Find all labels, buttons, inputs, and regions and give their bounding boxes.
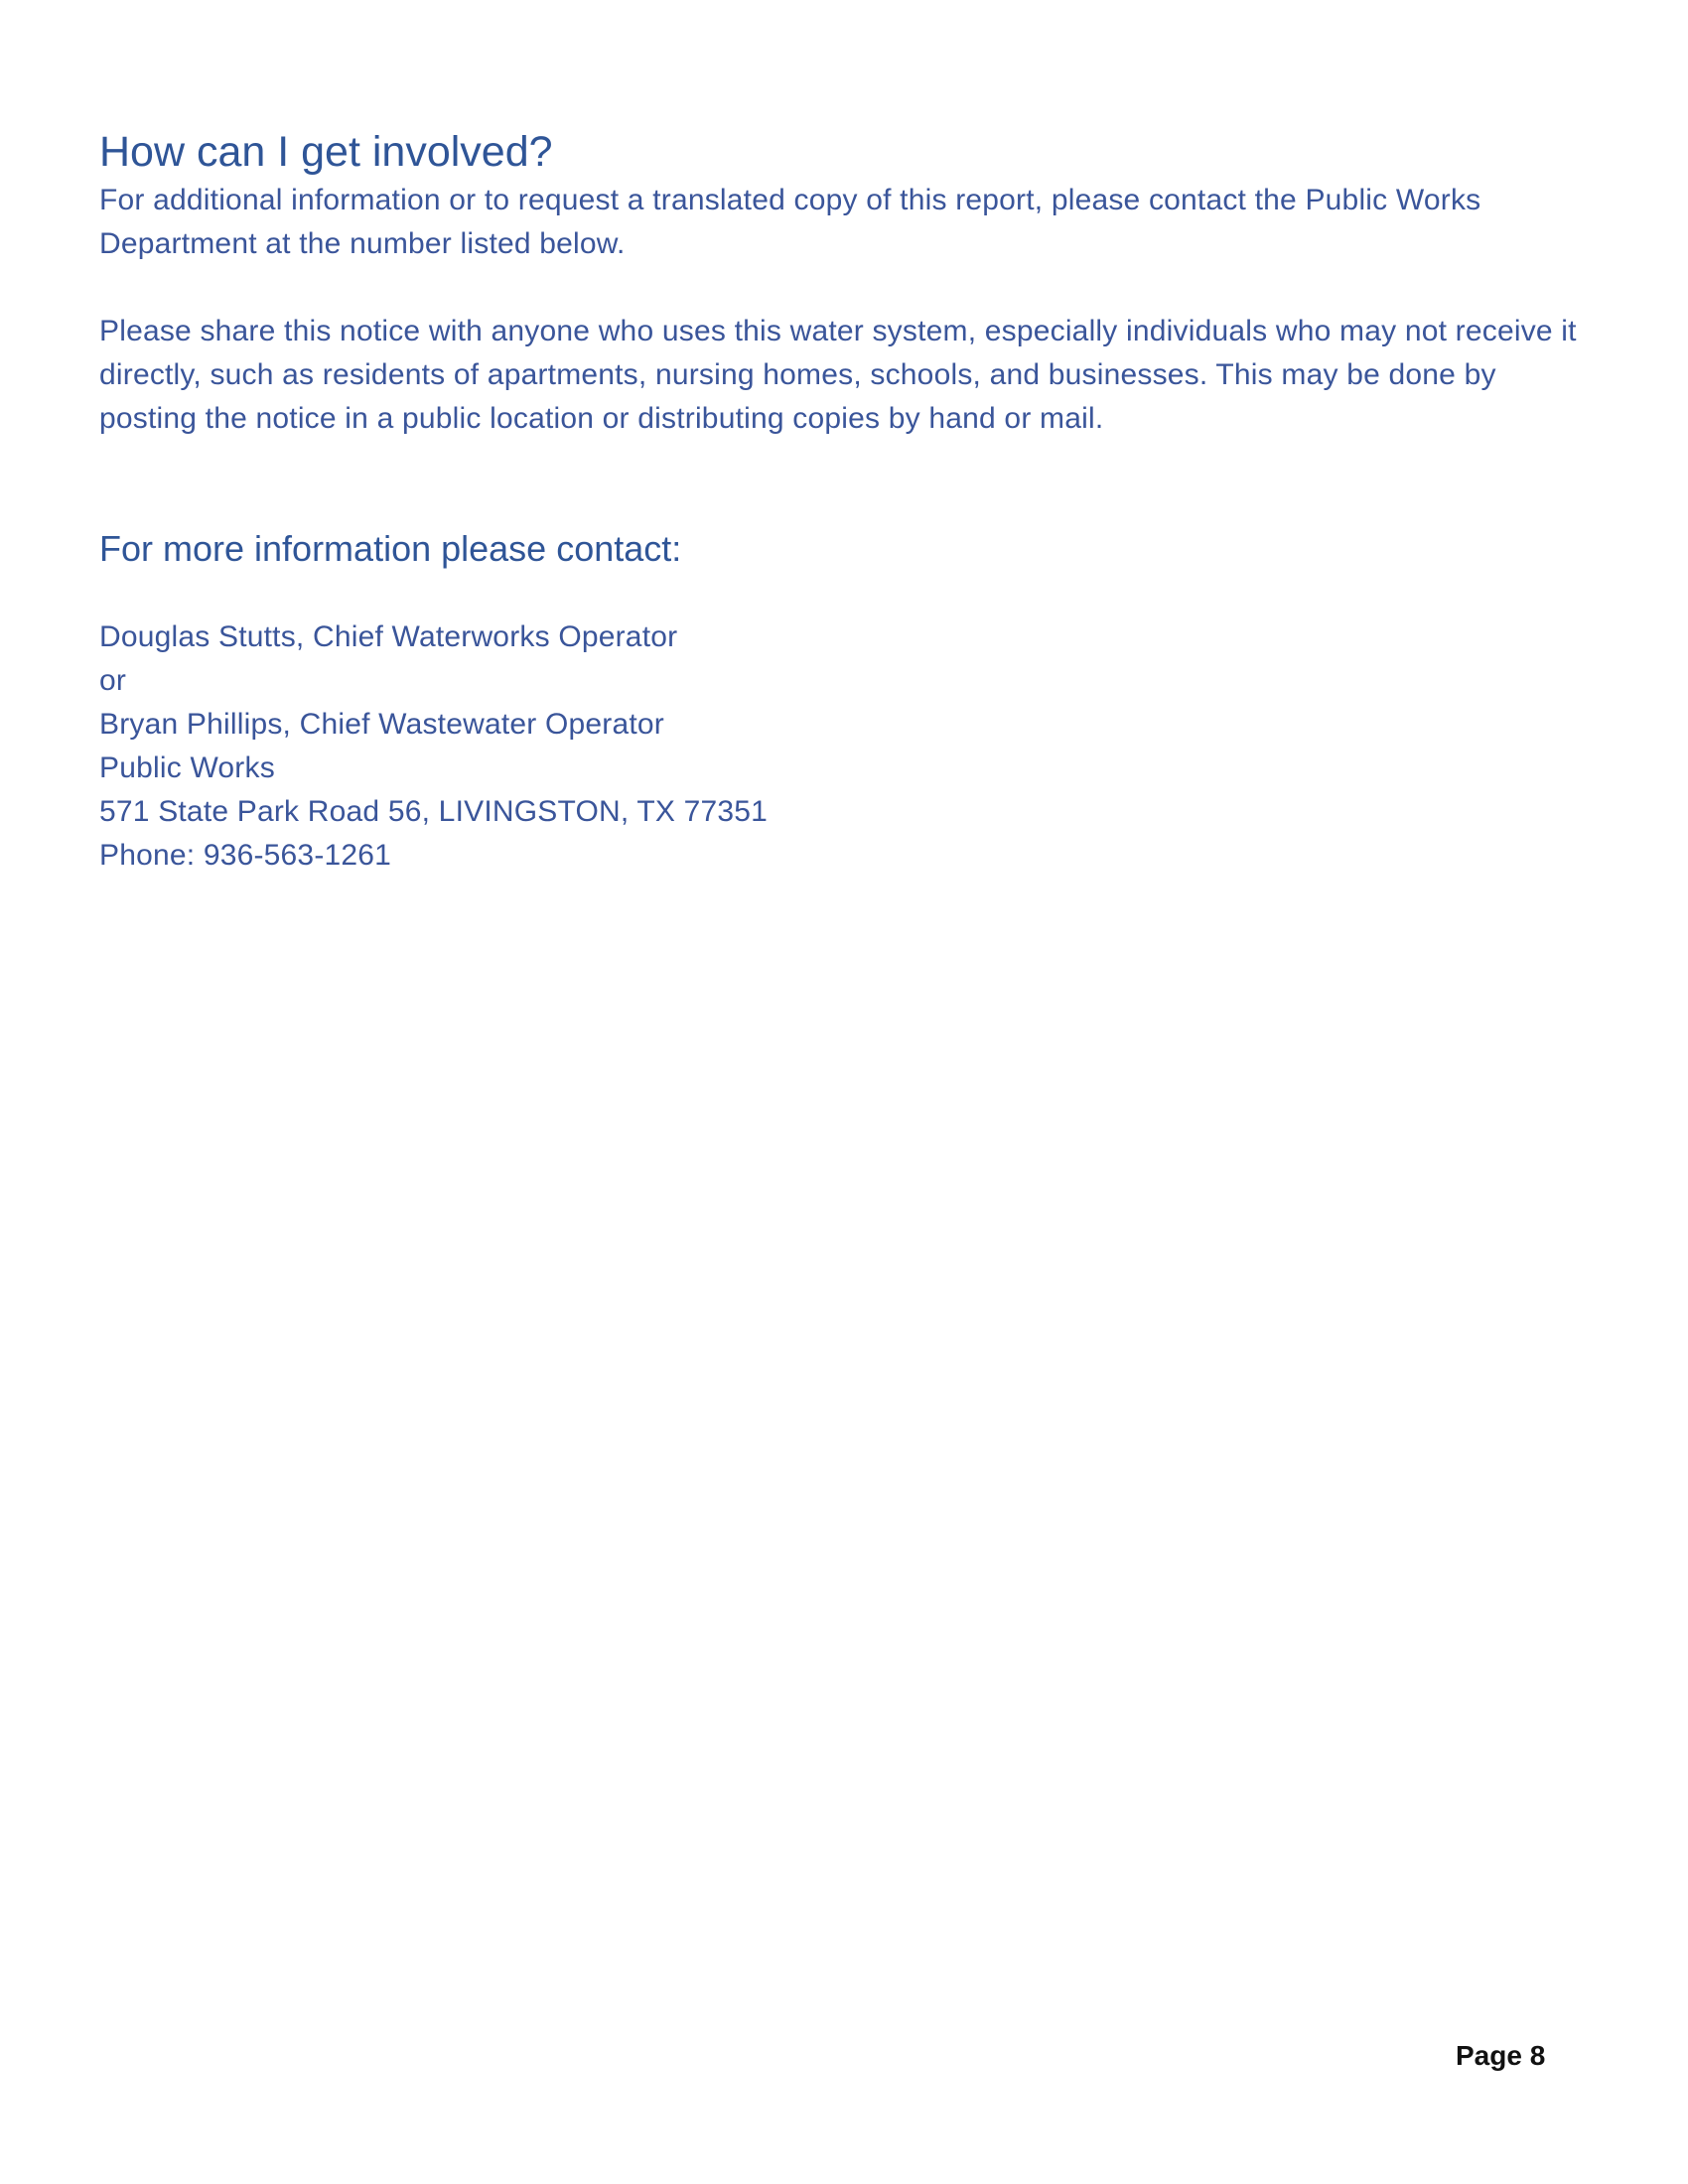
contact-block [99,615,1589,878]
contact-or: or [99,664,127,697]
contact-name-2: Bryan Phillips, Chief Wastewater Operator [99,708,664,741]
contact-phone: Phone: 936-563-1261 [99,839,392,872]
page-number: Page 8 [1456,2040,1546,2071]
contact-address: 571 State Park Road 56, LIVINGSTON, TX 77351 [99,795,769,828]
section-heading-involved: How can I get involved? [99,128,553,176]
involved-paragraph-2: Please share this notice with anyone who uses this water system, especially individuals who may not receive it directly, such as residents of apartments, nursing homes, schools, and businesses. This may be done by posting the notice in a public location or distributing copies by hand or mail. [99,315,1577,435]
involved-paragraph-1: For additional information or to request a translated copy of this report, please contact the Public Works Department at the number listed below. [99,184,1481,260]
section-heading-contact: For more information please contact: [99,528,682,569]
contact-spacer [99,572,1589,615]
contact-department: Public Works [99,751,275,784]
paragraph-spacer [99,266,1589,310]
contact-name-1: Douglas Stutts, Chief Waterworks Operator [99,620,678,653]
section-spacer [99,441,1589,526]
page-content [99,125,1589,878]
